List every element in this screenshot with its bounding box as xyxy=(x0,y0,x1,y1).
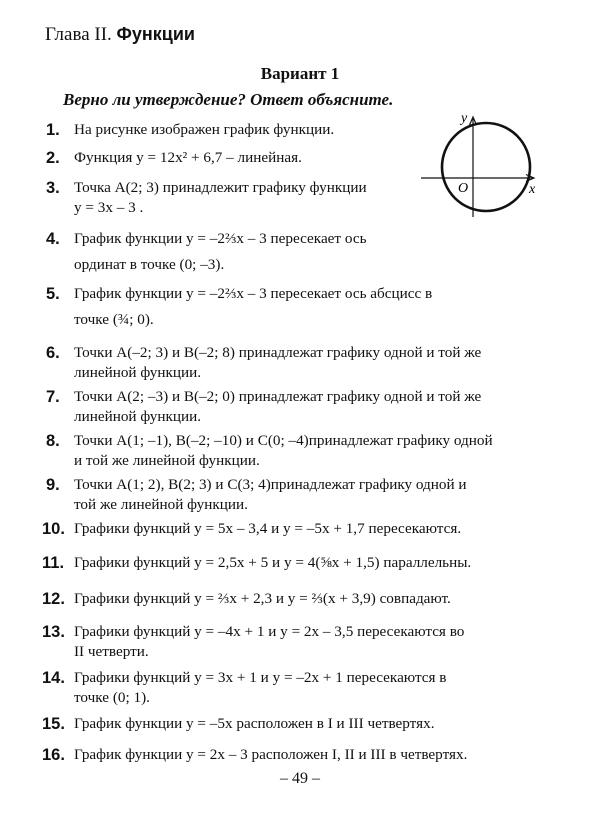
statement-line: ординат в точке (0; –3). xyxy=(74,256,225,273)
statement-line: Точки A(–2; 3) и B(–2; 8) принадлежат графику одной и той же xyxy=(74,344,482,361)
statement-line: График функции y = –2⅔x – 3 пересекает ось абсцисс в xyxy=(74,285,433,302)
statement-line: Точки A(2; –3) и B(–2; 0) принадлежат графику одной и той же xyxy=(74,388,482,405)
statement-text xyxy=(74,668,571,708)
statement-line: той же линейной функции. xyxy=(74,496,248,513)
statement-text xyxy=(74,229,414,275)
statement-number: 16. xyxy=(42,746,65,764)
circle-graph-figure xyxy=(415,105,545,220)
statement-line: График функции y = –2⅔x – 3 пересекает ось xyxy=(74,230,367,247)
statement-line: и той же линейной функции. xyxy=(74,452,260,469)
statement-line: Точки A(1; –1), B(–2; –10) и C(0; –4)принадлежат графику одной xyxy=(74,432,493,449)
statement-line: линейной функции. xyxy=(74,408,202,425)
statement-number: 2. xyxy=(46,149,60,167)
statement-number: 11. xyxy=(42,554,65,572)
statement-line: График функции y = –5x расположен в I и III четвертях. xyxy=(74,715,435,732)
statement-text xyxy=(74,284,571,330)
statement-number: 15. xyxy=(42,715,65,733)
statement-line: точке (¾; 0). xyxy=(74,311,154,328)
statement-number: 6. xyxy=(46,344,60,362)
statement-line: На рисунке изображен график функции. xyxy=(74,121,335,138)
statement-text xyxy=(74,745,571,765)
statement-number: 3. xyxy=(46,179,60,197)
statement-number: 10. xyxy=(42,520,65,538)
statement-line: Функция y = 12x² + 6,7 – линейная. xyxy=(74,149,302,166)
statement-line: Графики функций y = –4x + 1 и y = 2x – 3,5 пересекаются во xyxy=(74,623,465,640)
statement-number: 8. xyxy=(46,432,60,450)
statement-number: 5. xyxy=(46,285,60,303)
statement-number: 12. xyxy=(42,590,65,608)
statement-text xyxy=(74,519,571,539)
chapter-title: Функции xyxy=(116,24,195,44)
statement-number: 4. xyxy=(46,230,60,248)
statement-text xyxy=(74,120,414,140)
statement-text xyxy=(74,714,571,734)
variant-title: Вариант 1 xyxy=(260,64,340,83)
statement-line: График функции y = 2x – 3 расположен I, II и III в четвертях. xyxy=(74,746,468,763)
task-instruction: Верно ли утверждение? Ответ объясните. xyxy=(63,90,394,109)
statement-line: Графики функций y = 2,5x + 5 и y = 4(⅝x + 1,5) параллельны. xyxy=(74,554,472,571)
statement-line: II четверти. xyxy=(74,643,149,660)
statement-line: Графики функций y = ⅔x + 2,3 и y = ⅔(x + 3,9) совпадают. xyxy=(74,590,451,607)
statement-text xyxy=(74,431,571,471)
statement-text xyxy=(74,553,571,573)
chapter-prefix: Глава II. xyxy=(45,24,112,45)
statement-number: 9. xyxy=(46,476,60,494)
statement-line: y = 3x – 3 . xyxy=(74,199,144,216)
statement-text xyxy=(74,148,414,168)
page-number: – 49 – xyxy=(280,770,320,787)
statement-text xyxy=(74,475,571,515)
statement-text xyxy=(74,178,414,218)
statement-line: точке (0; 1). xyxy=(74,689,150,706)
statement-text xyxy=(74,589,571,609)
statement-text xyxy=(74,387,571,427)
statement-line: Графики функций y = 5x – 3,4 и y = –5x + 1,7 пересекаются. xyxy=(74,520,462,537)
statement-line: Графики функций y = 3x + 1 и y = –2x + 1 пересекаются в xyxy=(74,669,447,686)
chapter-header xyxy=(45,24,195,46)
x-axis-label: x xyxy=(529,182,536,197)
statement-number: 1. xyxy=(46,121,60,139)
statement-number: 7. xyxy=(46,388,60,406)
statement-line: линейной функции. xyxy=(74,364,202,381)
origin-label: O xyxy=(458,181,469,196)
statement-line: Точка A(2; 3) принадлежит графику функции xyxy=(74,179,367,196)
statement-text xyxy=(74,343,571,383)
statement-text xyxy=(74,622,571,662)
statement-number: 13. xyxy=(42,623,65,641)
statement-number: 14. xyxy=(42,669,65,687)
function-circle xyxy=(442,123,530,211)
y-axis-label: y xyxy=(461,111,468,126)
statement-line: Точки A(1; 2), B(2; 3) и C(3; 4)принадлежат графику одной и xyxy=(74,476,467,493)
